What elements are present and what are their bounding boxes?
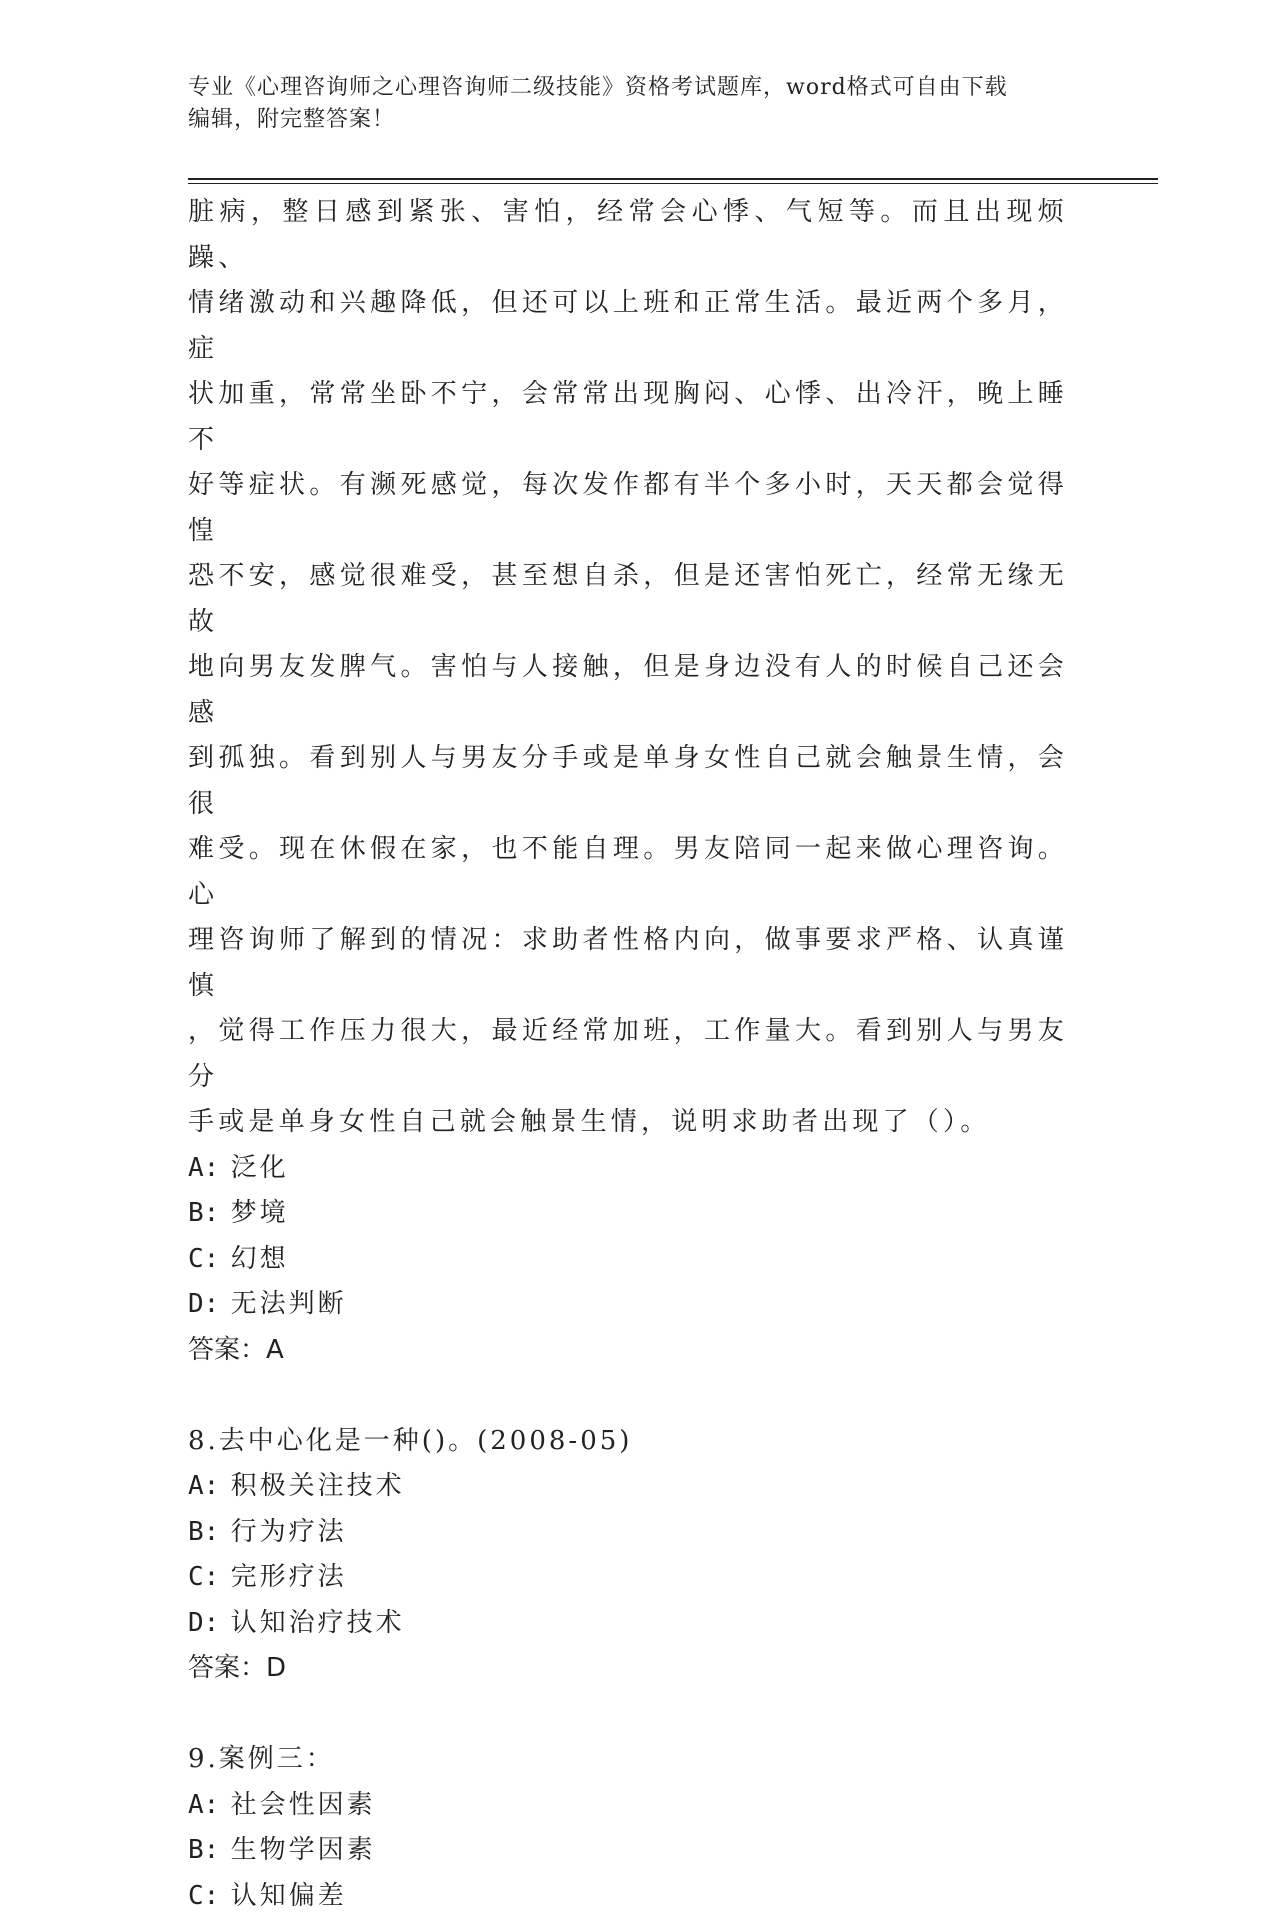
question-7-stem	[188, 190, 1068, 1146]
spacer	[188, 1373, 1068, 1419]
question-7	[188, 190, 1068, 1373]
option-a: A: 社会性因素	[188, 1783, 1068, 1829]
stem-line: 地向男友发脾气。害怕与人接触，但是身边没有人的时候自己还会感	[188, 645, 1068, 736]
answer: 答案：D	[188, 1646, 1068, 1692]
option-d: D: 无法判断	[188, 1282, 1068, 1328]
option-b: B: 生物学因素	[188, 1828, 1068, 1874]
option-b: B: 行为疗法	[188, 1510, 1068, 1556]
answer: 答案：A	[188, 1328, 1068, 1374]
stem-line: 恐不安，感觉很难受，甚至想自杀，但是还害怕死亡，经常无缘无故	[188, 554, 1068, 645]
spacer	[188, 1692, 1068, 1738]
stem-line: 理咨询师了解到的情况：求助者性格内向，做事要求严格、认真谨慎	[188, 918, 1068, 1009]
stem-line: 到孤独。看到别人与男友分手或是单身女性自己就会触景生情，会很	[188, 736, 1068, 827]
stem-line: 难受。现在休假在家，也不能自理。男友陪同一起来做心理咨询。心	[188, 827, 1068, 918]
header-rule-thick	[188, 178, 1158, 180]
document-body	[188, 190, 1068, 1919]
header-line-1: 专业《心理咨询师之心理咨询师二级技能》资格考试题库，word格式可自由下载	[188, 72, 1088, 104]
question-title: 9.案例三：	[188, 1737, 1068, 1783]
stem-line: 手或是单身女性自己就会触景生情，说明求助者出现了（）。	[188, 1100, 1068, 1146]
option-c: C: 完形疗法	[188, 1555, 1068, 1601]
option-a: A: 积极关注技术	[188, 1464, 1068, 1510]
stem-line: 好等症状。有濒死感觉，每次发作都有半个多小时，天天都会觉得惶	[188, 463, 1068, 554]
option-b: B: 梦境	[188, 1191, 1068, 1237]
stem-line: 情绪激动和兴趣降低，但还可以上班和正常生活。最近两个多月，症	[188, 281, 1068, 372]
header-line-2: 编辑，附完整答案！	[188, 104, 1088, 136]
question-9	[188, 1737, 1068, 1919]
stem-line: 脏病，整日感到紧张、害怕，经常会心悸、气短等。而且出现烦躁、	[188, 190, 1068, 281]
header-rule-thin	[188, 183, 1158, 184]
option-c: C: 幻想	[188, 1237, 1068, 1283]
option-d: D: 认知治疗技术	[188, 1601, 1068, 1647]
page-header	[188, 72, 1088, 136]
question-8	[188, 1419, 1068, 1692]
stem-line: 状加重，常常坐卧不宁，会常常出现胸闷、心悸、出冷汗，晚上睡不	[188, 372, 1068, 463]
stem-line: ，觉得工作压力很大，最近经常加班，工作量大。看到别人与男友分	[188, 1009, 1068, 1100]
question-title: 8.去中心化是一种()。(2008-05)	[188, 1419, 1068, 1465]
option-c: C: 认知偏差	[188, 1874, 1068, 1919]
option-a: A: 泛化	[188, 1146, 1068, 1192]
